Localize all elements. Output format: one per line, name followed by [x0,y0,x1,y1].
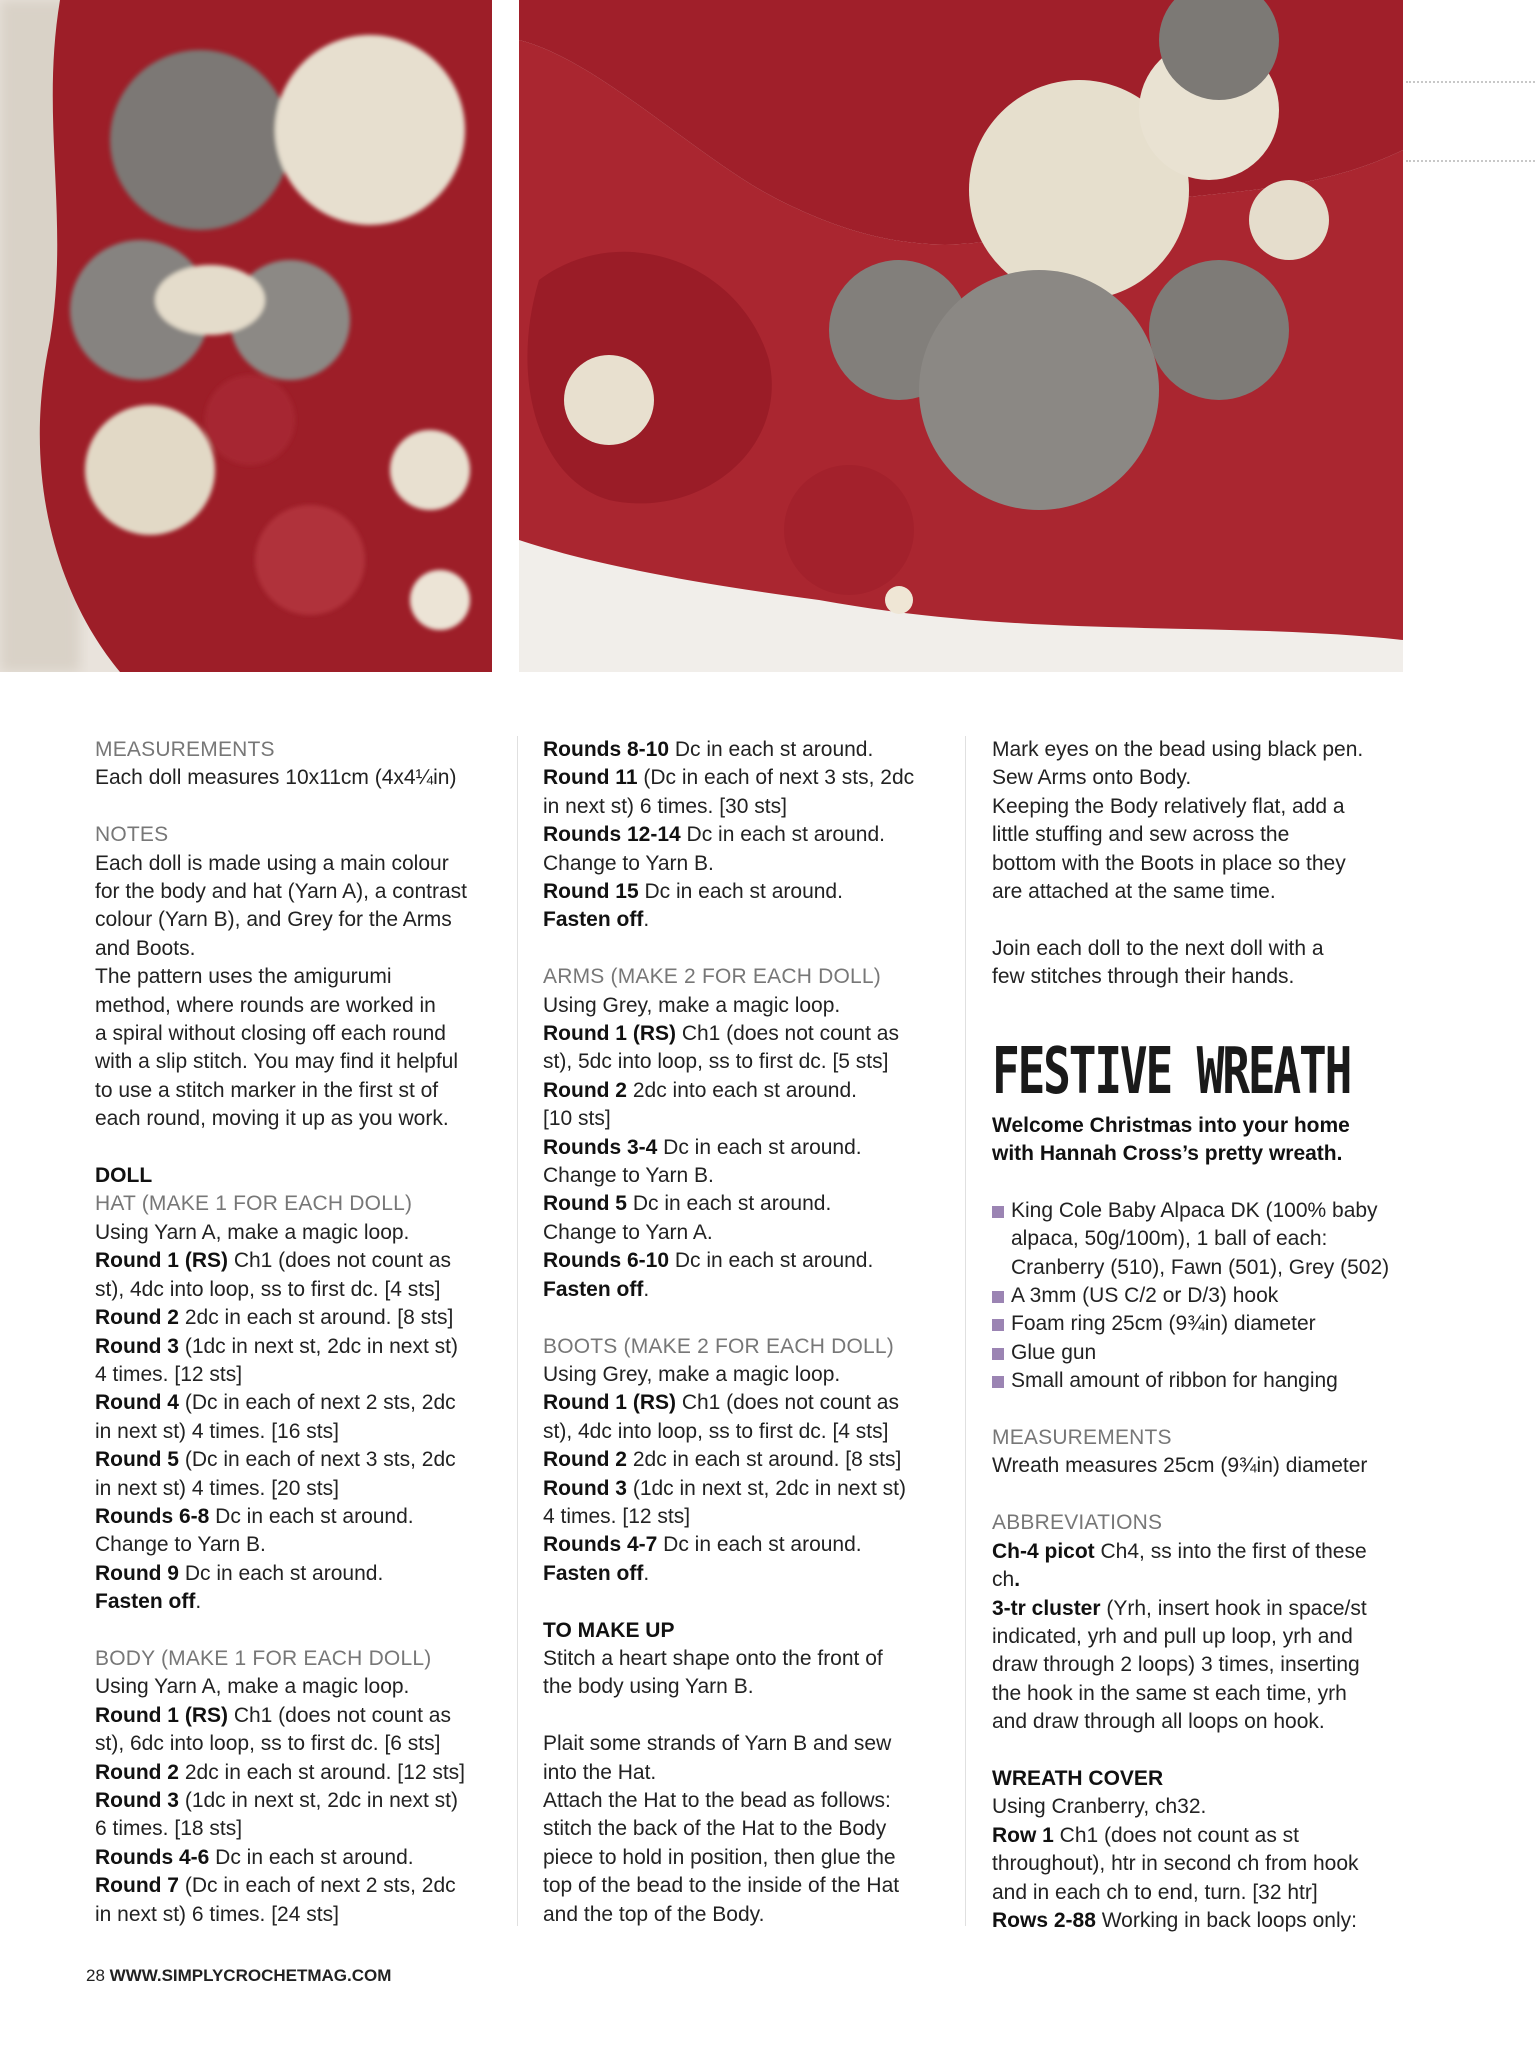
pattern-line [543,1531,953,1559]
round-label: Round 15 [543,880,639,904]
materials-item [992,1282,1412,1310]
pattern-line [543,878,953,906]
round-label: Round 3 [95,1334,179,1358]
pattern-line: st), 6dc into loop, ss to first dc. [6 sts] [95,1732,441,1756]
notes-line: Each doll is made using a main colour [95,851,449,875]
notes-line: a spiral without closing off each round [95,1022,446,1046]
materials-item [992,1367,1412,1395]
pattern-line: 4 times. [12 sts] [95,1362,243,1386]
round-label: Round 5 [543,1192,627,1216]
measurements-text: Each doll measures 10x11cm (4x4¼in) [95,766,457,790]
materials-text: Glue gun [1011,1340,1097,1364]
column-3 [992,736,1412,1935]
pattern-line [992,1595,1412,1623]
website-url[interactable]: WWW.SIMPLYCROCHETMAG.COM [109,1966,392,1985]
bullet-square-icon [992,1319,1004,1331]
materials-text: Small amount of ribbon for hanging [1011,1369,1338,1393]
pattern-line: Fasten off. [543,1277,650,1301]
round-text: (Dc in each of next 3 sts, 2dc [179,1448,456,1472]
arms-heading: ARMS (MAKE 2 FOR EACH DOLL) [543,965,881,989]
abbreviation-label: 3-tr cluster [992,1596,1101,1620]
pattern-line: Attach the Hat to the bead as follows: [543,1788,891,1812]
round-label: Rounds 4-7 [543,1533,658,1557]
pattern-line: Using Grey, make a magic loop. [543,993,841,1017]
pattern-line: Change to Yarn B. [543,851,714,875]
round-text: (Dc in each of next 2 sts, 2dc [179,1391,456,1415]
round-text: (Dc in each of next 3 sts, 2dc [637,766,915,790]
round-label: Rounds 3-4 [543,1135,658,1159]
notes-line: with a slip stitch. You may find it helpful [95,1050,459,1074]
wreath-photo-right [519,0,1403,672]
pattern-line: in next st) 6 times. [30 sts] [543,794,787,818]
pattern-line: stitch the back of the Hat to the Body [543,1817,887,1841]
pattern-line [543,1475,953,1503]
pattern-line [543,764,953,792]
round-text: (1dc in next st, 2dc in next st) [179,1788,458,1812]
round-text: Ch1 (does not count as [675,1391,899,1415]
pattern-line: st), 4dc into loop, ss to first dc. [4 sts] [95,1277,441,1301]
round-text: 2dc into each st around. [627,1078,857,1102]
wreath-measurements-heading: MEASUREMENTS [992,1426,1172,1450]
column-divider [965,736,966,1926]
pattern-line: throughout), htr in second ch from hook [992,1852,1359,1876]
round-text: 2dc in each st around. [8 sts] [627,1448,902,1472]
pattern-line: Mark eyes on the bead using black pen. [992,738,1364,761]
pattern-line [95,1759,495,1787]
pattern-line [95,1247,495,1275]
pattern-line: Fasten off. [543,1561,650,1585]
make-up-heading: TO MAKE UP [543,1618,675,1642]
pattern-line: the hook in the same st each time, yrh [992,1681,1347,1705]
round-label: Round 1 (RS) [543,1391,676,1415]
wreath-cover-heading: WREATH COVER [992,1766,1164,1790]
pattern-line: Stitch a heart shape onto the front of [543,1646,883,1670]
round-label: Rounds 8-10 [543,738,670,761]
notes-line: method, where rounds are worked in [95,993,436,1017]
round-label: Round 4 [95,1391,179,1415]
abbreviation-label: Ch-4 picot [992,1539,1095,1563]
pattern-line [95,1560,495,1588]
round-label: Round 2 [95,1760,179,1784]
page-number: 28 [86,1966,105,1985]
round-label: Round 7 [95,1874,179,1898]
pattern-line: little stuffing and sew across the [992,823,1290,847]
page-footer [86,1966,391,1986]
abbreviation-text: (Yrh, insert hook in space/st [1100,1596,1367,1620]
pattern-line: and the top of the Body. [543,1902,765,1926]
pattern-line: Using Grey, make a magic loop. [543,1362,841,1386]
round-label: Rounds 4-6 [95,1845,210,1869]
column-2 [543,736,953,1929]
round-label: Round 2 [95,1306,179,1330]
round-label: Round 11 [543,766,638,790]
materials-text: Cranberry (510), Fawn (501), Grey (502) [1011,1255,1390,1279]
round-label: Rounds 6-10 [543,1249,670,1273]
round-label: Round 9 [95,1561,179,1585]
pattern-line: Change to Yarn A. [543,1220,713,1244]
round-label: Round 2 [543,1078,627,1102]
round-text: (1dc in next st, 2dc in next st) [627,1476,906,1500]
pattern-line [543,1247,953,1275]
pattern-line: piece to hold in position, then glue the [543,1845,896,1869]
round-label: Round 5 [95,1448,179,1472]
round-text: Dc in each st around. [627,1192,832,1216]
pattern-line: [10 sts] [543,1107,611,1131]
pattern-line [95,1503,495,1531]
round-label: Rows 2-88 [992,1908,1096,1932]
pattern-line: draw through 2 loops) 3 times, inserting [992,1653,1360,1677]
pattern-line: bottom with the Boots in place so they [992,851,1346,875]
round-text: Working in back loops only: [1095,1908,1357,1932]
round-label: Round 3 [543,1476,627,1500]
column-divider [517,736,518,1926]
pattern-line: ch. [992,1568,1021,1592]
notes-line: and Boots. [95,936,196,960]
pattern-line [543,1020,953,1048]
pattern-line: Plait some strands of Yarn B and sew [543,1732,892,1756]
measurements-heading: MEASUREMENTS [95,738,275,761]
materials-text: A 3mm (US C/2 or D/3) hook [1011,1284,1279,1308]
wreath-measurements-text: Wreath measures 25cm (9¾in) diameter [992,1454,1368,1478]
pattern-line: Join each doll to the next doll with a [992,936,1324,960]
pattern-line [95,1446,495,1474]
pattern-line [95,1304,495,1332]
round-text: Ch1 (does not count as [227,1703,451,1727]
pattern-line: Using Yarn A, make a magic loop. [95,1675,410,1699]
materials-list [992,1197,1412,1396]
body-heading: BODY (MAKE 1 FOR EACH DOLL) [95,1646,432,1670]
pattern-line [95,1333,495,1361]
pattern-line [95,1872,495,1900]
fasten-off: Fasten off [543,908,644,932]
pattern-line: in next st) 4 times. [20 sts] [95,1476,339,1500]
pattern-line: the body using Yarn B. [543,1675,754,1699]
pattern-line: Sew Arms onto Body. [992,766,1192,790]
pattern-line: in next st) 4 times. [16 sts] [95,1419,339,1443]
round-text: (1dc in next st, 2dc in next st) [179,1334,458,1358]
round-label: Round 1 (RS) [95,1703,228,1727]
pattern-line [992,1538,1412,1566]
pattern-line [992,1822,1412,1850]
pattern-line: top of the bead to the inside of the Hat [543,1874,900,1898]
pattern-line: Keeping the Body relatively flat, add a [992,794,1345,818]
pattern-line: and in each ch to end, turn. [32 htr] [992,1880,1318,1904]
pattern-line [543,1389,953,1417]
bullet-square-icon [992,1348,1004,1360]
decorative-dotted-line [1406,81,1535,83]
round-text: Dc in each st around. [657,1533,862,1557]
feature-intro: Welcome Christmas into your home [992,1113,1350,1137]
pattern-line [992,1907,1412,1935]
pattern-line [543,1134,953,1162]
round-label: Round 1 (RS) [543,1022,676,1046]
notes-line: for the body and hat (Yarn A), a contrast [95,880,467,904]
round-label: Rounds 12-14 [543,823,681,847]
round-text: Ch1 (does not count as [227,1249,451,1273]
notes-line: to use a stitch marker in the first st of [95,1078,439,1102]
pattern-line: Change to Yarn B. [95,1533,266,1557]
pattern-line [95,1844,495,1872]
materials-item [992,1310,1412,1338]
round-text: Dc in each st around. [209,1504,414,1528]
round-text: Dc in each st around. [669,738,874,761]
round-label: Round 2 [543,1448,627,1472]
fasten-off: Fasten off [95,1590,196,1614]
pattern-line [543,1190,953,1218]
feature-intro: with Hannah Cross’s pretty wreath. [992,1142,1343,1166]
notes-heading: NOTES [95,823,169,847]
abbreviation-text: Ch4, ss into the first of these [1094,1539,1367,1563]
round-text: Dc in each st around. [669,1249,874,1273]
pattern-line: Fasten off. [95,1590,202,1614]
round-label: Round 1 (RS) [95,1249,228,1273]
pattern-line [95,1389,495,1417]
pattern-line: few stitches through their hands. [992,965,1295,989]
notes-line: The pattern uses the amigurumi [95,965,392,989]
notes-line: colour (Yarn B), and Grey for the Arms [95,908,452,932]
round-text: 2dc in each st around. [8 sts] [179,1306,454,1330]
round-text: Dc in each st around. [657,1135,862,1159]
pattern-line: 4 times. [12 sts] [543,1504,691,1528]
pattern-line: into the Hat. [543,1760,657,1784]
boots-heading: BOOTS (MAKE 2 FOR EACH DOLL) [543,1334,894,1358]
doll-heading: DOLL [95,1164,153,1188]
notes-line: each round, moving it up as you work. [95,1107,449,1131]
pattern-line: Change to Yarn B. [543,1164,714,1188]
fasten-off: Fasten off [543,1277,644,1301]
pattern-line [95,1787,495,1815]
round-text: 2dc in each st around. [12 sts] [179,1760,466,1784]
pattern-line: 6 times. [18 sts] [95,1817,243,1841]
round-text: Dc in each st around. [179,1561,384,1585]
pattern-line: Using Cranberry, ch32. [992,1795,1207,1819]
pattern-line [95,1702,495,1730]
round-text: Dc in each st around. [680,823,885,847]
hat-heading: HAT (MAKE 1 FOR EACH DOLL) [95,1192,413,1216]
round-label: Round 3 [95,1788,179,1812]
round-text: (Dc in each of next 2 sts, 2dc [179,1874,456,1898]
round-text: Dc in each st around. [209,1845,414,1869]
pattern-line [543,1077,953,1105]
materials-item [992,1197,1412,1282]
pattern-line: are attached at the same time. [992,880,1276,904]
round-text: Dc in each st around. [638,880,843,904]
round-text: Ch1 (does not count as [675,1022,899,1046]
pattern-line: Fasten off. [543,908,650,932]
abbreviations-heading: ABBREVIATIONS [992,1511,1163,1535]
wreath-photo-left [0,0,492,672]
pattern-line: Using Yarn A, make a magic loop. [95,1220,410,1244]
bullet-square-icon [992,1206,1004,1218]
decorative-dotted-line [1406,160,1535,162]
pattern-line [543,736,953,764]
abbreviation-text: ch [992,1568,1015,1592]
pattern-line [543,1446,953,1474]
materials-item [992,1339,1412,1367]
pattern-line: in next st) 6 times. [24 sts] [95,1902,339,1926]
round-label: Rounds 6-8 [95,1504,210,1528]
materials-text: alpaca, 50g/100m), 1 ball of each: [1011,1227,1328,1251]
round-text: Ch1 (does not count as st [1053,1823,1299,1847]
pattern-line: st), 5dc into loop, ss to first dc. [5 sts] [543,1050,889,1074]
pattern-line: indicated, yrh and pull up loop, yrh and [992,1624,1353,1648]
pattern-line [543,821,953,849]
pattern-line: st), 4dc into loop, ss to first dc. [4 sts] [543,1419,889,1443]
bullet-square-icon [992,1376,1004,1388]
feature-title: FESTIVE WREATH [992,1034,1351,1109]
materials-text: Foam ring 25cm (9¾in) diameter [1011,1312,1316,1336]
column-1 [95,736,495,1929]
pattern-line: and draw through all loops on hook. [992,1710,1325,1734]
materials-text: King Cole Baby Alpaca DK (100% baby [1011,1198,1378,1222]
round-label: Row 1 [992,1823,1054,1847]
fasten-off: Fasten off [543,1561,644,1585]
bullet-square-icon [992,1291,1004,1303]
